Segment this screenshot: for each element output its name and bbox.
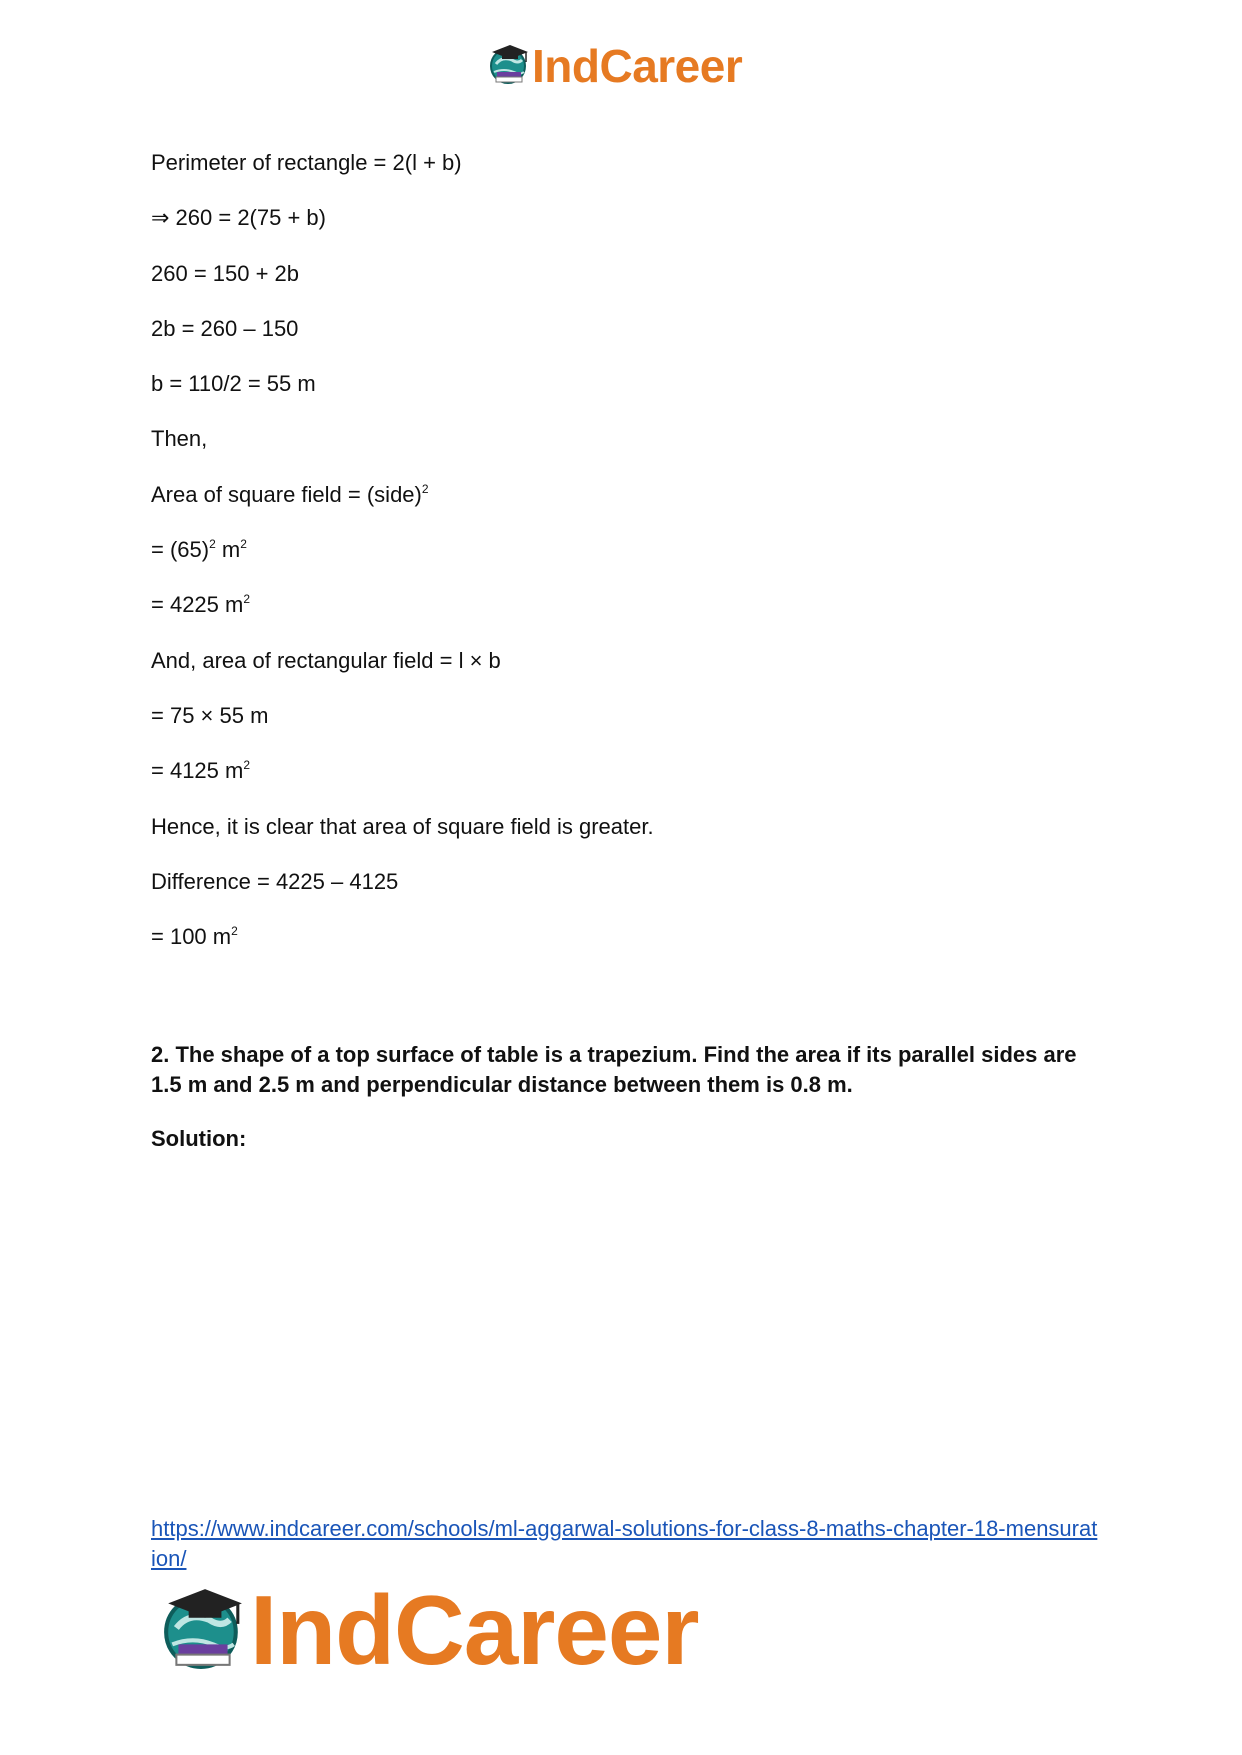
step-text: = (65) (151, 537, 210, 563)
header-logo (488, 42, 742, 90)
solution-step (151, 703, 1101, 729)
step-text: 260 = 150 + 2b (151, 260, 300, 286)
solution-step (151, 482, 1101, 508)
solution-step (151, 758, 1101, 784)
solution-step (151, 261, 1101, 287)
superscript: 2 (421, 481, 429, 496)
question-text: 2. The shape of a top surface of table is a trapezium. Find the area if its parallel sides are 1.5 m and 2.5 m and perpendicular distance between them is 0.8 m. (151, 1042, 1077, 1097)
step-text: = 100 m (151, 924, 232, 950)
solution-step (151, 205, 1101, 231)
step-text: = 75 × 55 m (151, 702, 269, 728)
step-text: Perimeter of rectangle = 2(l + b) (151, 150, 462, 175)
solution-step (151, 869, 1101, 895)
step-text: Then, (151, 426, 208, 452)
solution-step (151, 648, 1101, 674)
superscript: 2 (209, 537, 216, 552)
solution-steps (151, 150, 1101, 979)
source-link[interactable]: https://www.indcareer.com/schools/ml-aggarwal-solutions-for-class-8-maths-chapter-18-mensuration/ (151, 1516, 1098, 1571)
logo-wordmark: IndCareer (250, 1575, 699, 1685)
step-text: Area of square field = (side) (151, 481, 422, 507)
superscript: 2 (240, 537, 247, 552)
step-text: = 4125 m (151, 758, 244, 784)
step-text: Hence, it is clear that area of square field is greater. (151, 813, 654, 839)
footer-logo (160, 1575, 699, 1685)
solution-step (151, 150, 1101, 176)
step-text: Difference = 4225 – 4125 (151, 868, 399, 894)
logo-wordmark: IndCareer (532, 40, 743, 92)
graduation-cap-globe-icon (160, 1582, 246, 1679)
solution-step (151, 316, 1101, 342)
solution-step (151, 592, 1101, 618)
solution-label: Solution: (151, 1126, 247, 1151)
solution-step (151, 371, 1101, 397)
step-text: 2b = 260 – 150 (151, 315, 299, 341)
superscript: 2 (243, 758, 251, 773)
graduation-cap-globe-icon (488, 42, 530, 91)
solution-step (151, 924, 1101, 950)
step-text: ⇒ 260 = 2(75 + b) (151, 205, 326, 231)
step-text: = 4225 m (151, 592, 244, 618)
solution-step (151, 537, 1101, 563)
superscript: 2 (231, 924, 238, 939)
solution-step (151, 814, 1101, 840)
step-text-after: m (215, 537, 241, 563)
superscript: 2 (243, 592, 251, 607)
step-text: b = 110/2 = 55 m (151, 371, 316, 397)
step-text: And, area of rectangular field = l × b (151, 647, 501, 673)
solution-step (151, 426, 1101, 452)
